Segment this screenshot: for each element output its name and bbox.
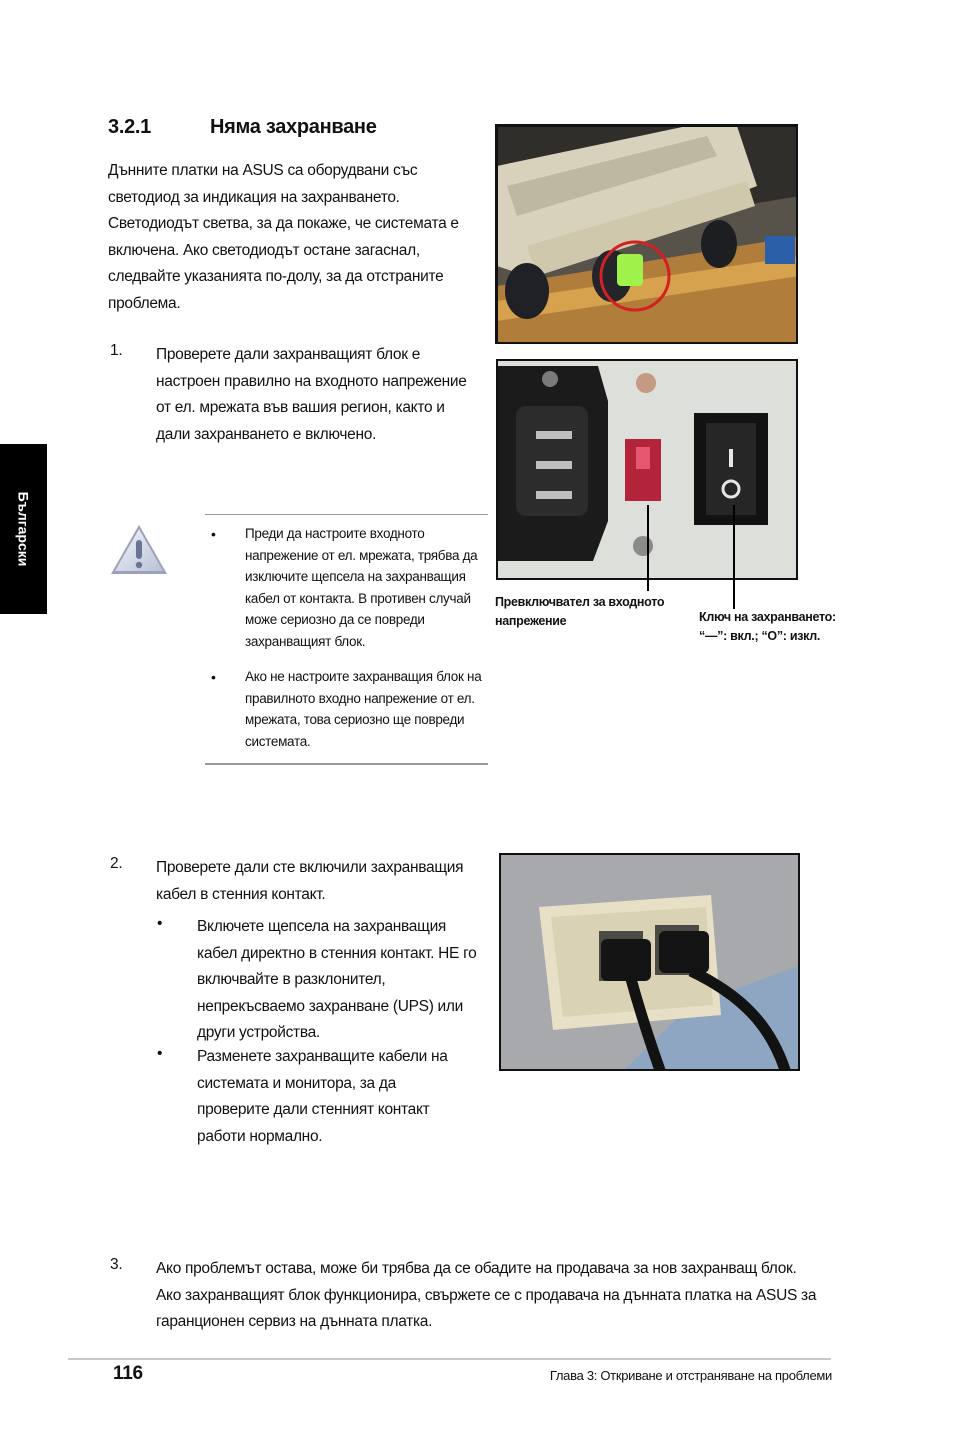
step-1-number: 1.	[110, 342, 123, 359]
motherboard-led-photo	[495, 124, 798, 344]
chapter-title: Глава 3: Откриване и отстраняване на проблеми	[549, 1368, 832, 1383]
step-3-number: 3.	[110, 1256, 123, 1273]
step-2-bullet-1-marker: •	[157, 915, 163, 932]
section-number: 3.2.1	[108, 116, 151, 138]
voltage-switch-caption-line1: Превключвател за входното	[495, 595, 665, 609]
caution-bullet-1: •	[211, 526, 216, 542]
voltage-switch-callout-line	[647, 505, 649, 591]
intro-paragraph: Дънните платки на ASUS са оборудвани със светодиод за индикация на захранването. Светодиодът светва, за да покаже, че системата е включена. Ако светодиодът остане загаснал, следвайте указанията по-долу, за да отстраните проблема.	[108, 162, 459, 312]
language-label: Български	[15, 491, 32, 567]
step-2-number: 2.	[110, 855, 123, 872]
wall-outlet-photo	[499, 853, 800, 1071]
step-2-bullet-2-marker: •	[157, 1045, 163, 1062]
voltage-switch-caption-line2: напрежение	[495, 614, 567, 628]
caution-bullet-2: •	[211, 669, 216, 685]
step-2-text: Проверете дали сте включили захранващия кабел в стенния контакт.	[156, 859, 464, 903]
power-key-callout-line	[733, 505, 735, 609]
caution-item-1: Преди да настроите входното напрежение от ел. мрежата, трябва да изключите щепсела на захранващия кабел от контакта. В противен случай може сериозно да се повреди захранващият блок.	[245, 526, 478, 649]
power-key-caption-line2: “—”: вкл.; “O”: изкл.	[699, 629, 821, 643]
step-3-text: Ако проблемът остава, може би трябва да се обадите на продавача за нов захранващ блок. Ако захранващият блок функционира, свържете се с продавача на дънната платка на ASUS за гаранционен сервиз на дънната платка.	[156, 1260, 817, 1330]
power-key-caption-line1: Ключ на захранването:	[699, 610, 836, 624]
footer-divider	[68, 1358, 831, 1360]
step-1-text: Проверете дали захранващият блок е настроен правилно на входното напрежение от ел. мрежата във вашия регион, както и дали захранването е включено.	[156, 346, 467, 443]
language-side-tab	[0, 444, 47, 614]
step-2-bullet-2: Разменете захранващите кабели на системата и монитора, за да проверите дали стенният контакт работи нормално.	[197, 1048, 448, 1145]
page-number: 116	[113, 1363, 143, 1384]
caution-item-2: Ако не настроите захранващия блок на правилното входно напрежение от ел. мрежата, това сериозно ще повреди системата.	[245, 669, 482, 749]
section-title: Няма захранване	[210, 116, 377, 138]
step-2-bullet-1: Включете щепсела на захранващия кабел директно в стенния контакт. НЕ го включвайте в разклонител, непрекъсваемо захранване (UPS) или други устройства.	[197, 918, 477, 1041]
caution-triangle-icon	[108, 522, 170, 578]
